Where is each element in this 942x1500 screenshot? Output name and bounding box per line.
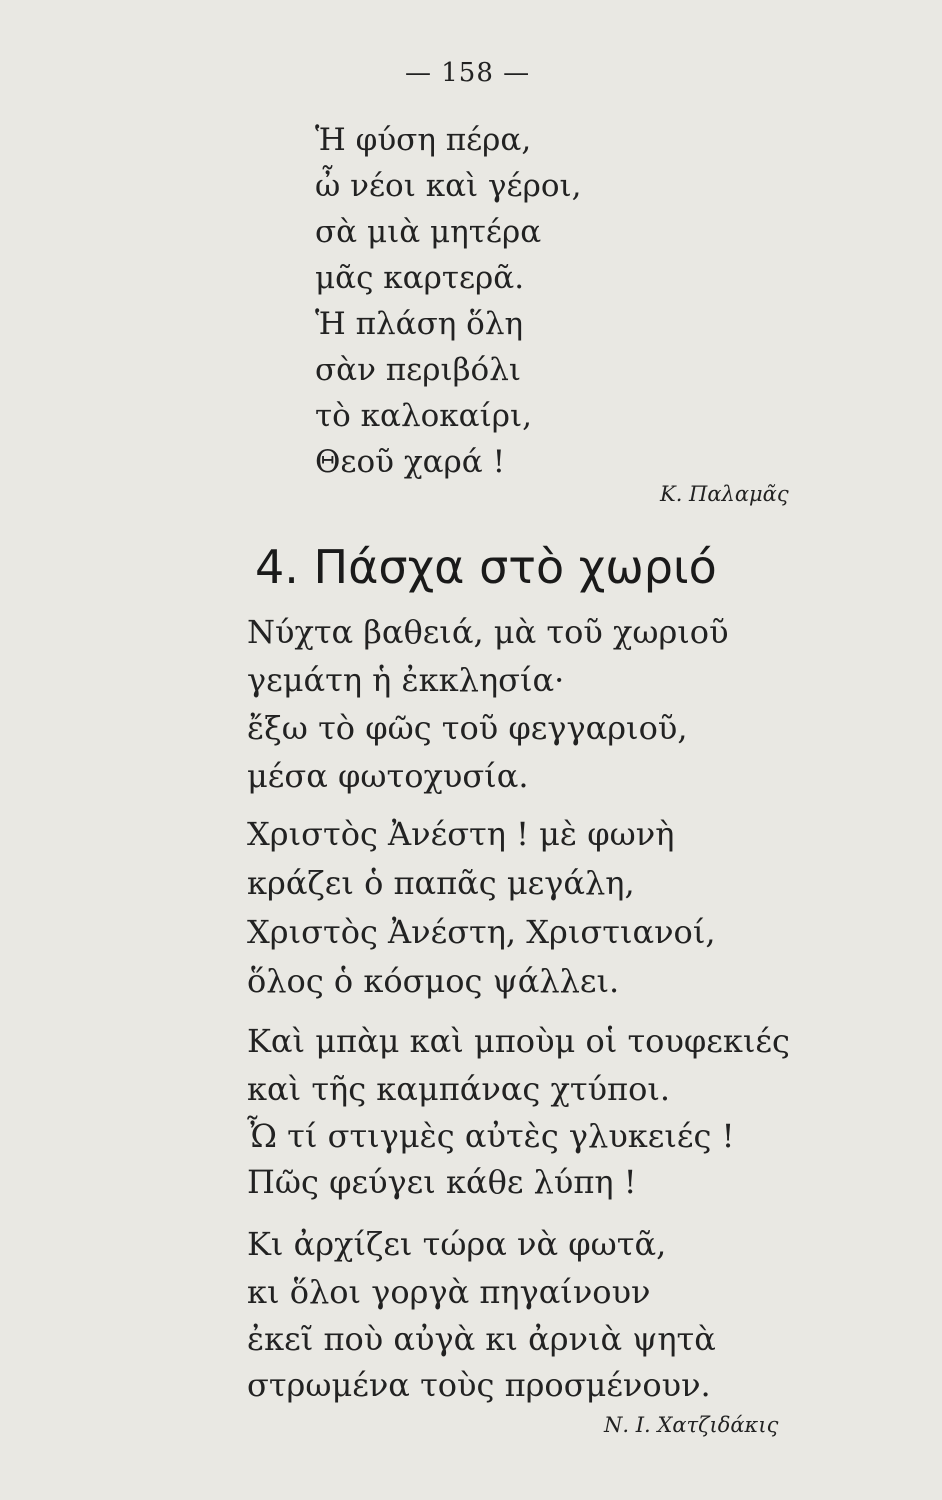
poem2-line: ἐκεῖ ποὺ αὐγὰ κι ἀρνιὰ ψητὰ: [247, 1320, 716, 1358]
poem2-line: Νύχτα βαθειά, μὰ τοῦ χωριοῦ: [247, 613, 729, 651]
poem1-author: Κ. Παλαμᾶς: [660, 482, 789, 506]
poem1-line: σὰ μιὰ μητέρα: [315, 214, 542, 250]
poem2-line: ἔξω τὸ φῶς τοῦ φεγγαριοῦ,: [247, 709, 688, 747]
poem2-line: κι ὅλοι γοργὰ πηγαίνουν: [247, 1273, 651, 1311]
poem2-line: ὅλος ὁ κόσμος ψάλλει.: [247, 962, 620, 1000]
poem1-line: σὰν περιβόλι: [315, 352, 521, 388]
poem1-line: Ἡ πλάση ὅλη: [315, 306, 524, 342]
poem2-line: Κι ἀρχίζει τώρα νὰ φωτᾶ,: [247, 1225, 667, 1263]
poem1-line: μᾶς καρτερᾶ.: [315, 260, 525, 296]
page-number: — 158 —: [405, 58, 531, 88]
poem2-line: καὶ τῆς καμπάνας χτύποι.: [247, 1070, 671, 1108]
poem1-line: Ἡ φύση πέρα,: [315, 122, 532, 158]
poem2-title: 4. Πάσχα στὸ χωριό: [255, 540, 717, 594]
poem2-line: στρωμένα τοὺς προσμένουν.: [247, 1366, 711, 1404]
poem2-line: Πῶς φεύγει κάθε λύπη !: [247, 1163, 637, 1201]
poem1-line: τὸ καλοκαίρι,: [315, 398, 532, 434]
poem1-line: ὦ νέοι καὶ γέροι,: [315, 168, 582, 204]
poem2-line: μέσα φωτοχυσία.: [247, 757, 529, 795]
poem2-author: Ν. Ι. Χατζιδάκις: [604, 1413, 779, 1437]
poem2-line: κράζει ὁ παπᾶς μεγάλη,: [247, 864, 635, 902]
poem2-line: Καὶ μπὰμ καὶ μποὺμ οἱ τουφεκιές: [247, 1022, 790, 1060]
poem2-line: γεμάτη ἡ ἐκκλησία·: [247, 661, 565, 699]
poem2-line: Χριστὸς Ἀνέστη ! μὲ φωνὴ: [247, 815, 675, 853]
poem2-line: Χριστὸς Ἀνέστη, Χριστιανοί,: [247, 913, 716, 951]
poem1-line: Θεοῦ χαρά !: [315, 444, 506, 480]
poem2-line: Ὦ τί στιγμὲς αὐτὲς γλυκειές !: [247, 1117, 735, 1155]
